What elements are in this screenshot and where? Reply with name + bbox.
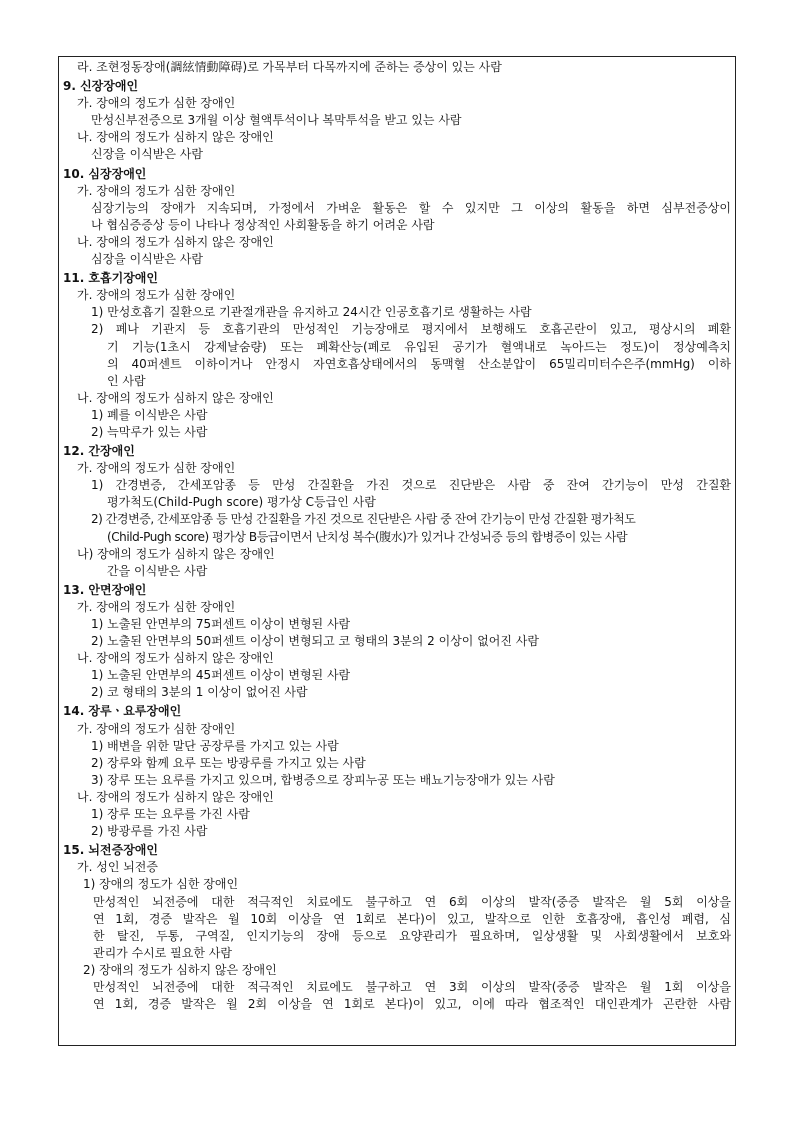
text-line: 신장을 이식받은 사람 <box>91 147 203 162</box>
text-line: 나 협심증증상 등이 나타나 정상적인 사회활동을 하기 어려운 사람 <box>91 217 435 232</box>
section-15-heading: 15. 뇌전증장애인 <box>63 843 158 858</box>
text-line: 만성적인 뇌전증에 대한 적극적인 치료에도 불구하고 연 3회 이상의 발작(중증 발작은 월 1회 이상을 <box>93 979 731 994</box>
text-line: 심장기능의 장애가 지속되며, 가정에서 가벼운 활동은 할 수 있지만 그 이상의 활동을 하면 심부전증상이 <box>91 200 731 215</box>
subheading: 가. 장애의 정도가 심한 장애인 <box>77 599 236 614</box>
list-item: 3) 장루 또는 요루를 가지고 있으며, 합병증으로 장피누공 또는 배뇨기능장애가 있는 사람 <box>91 772 555 787</box>
list-item: 1) 장애의 정도가 심한 장애인 <box>83 877 239 892</box>
subheading: 가. 장애의 정도가 심한 장애인 <box>77 461 236 476</box>
section-9-heading: 9. 신장장애인 <box>63 79 139 94</box>
list-item: 1) 노출된 안면부의 75퍼센트 이상이 변형된 사람 <box>91 617 351 631</box>
text-line: 연 1회, 경증 발작은 월 2회 이상을 연 1회로 본다)이 있고, 이에 따라 협조적인 대인관계가 곤란한 사람 <box>93 997 731 1012</box>
text-line: 만성신부전증으로 3개월 이상 혈액투석이나 복막투석을 받고 있는 사람 <box>91 113 462 128</box>
subheading: 가. 장애의 정도가 심한 장애인 <box>77 721 236 736</box>
section-12-heading: 12. 간장애인 <box>63 444 135 459</box>
subheading: 나. 장애의 정도가 심하지 않은 장애인 <box>77 234 274 249</box>
text-line: 기 기능(1초시 강제날숨량) 또는 폐확산능(폐로 유입된 공기가 혈액내로 녹아드는 정도)이 정상예측치 <box>107 339 731 354</box>
text-line: 의 40퍼센트 이하이거나 안정시 자연호흡상태에서의 동맥혈 산소분압이 65밀리미터수은주(mmHg) 이하 <box>107 356 731 371</box>
subheading: 가. 장애의 정도가 심한 장애인 <box>77 96 236 111</box>
text-line: 만성적인 뇌전증에 대한 적극적인 치료에도 불구하고 연 6회 이상의 발작(중증 발작은 월 5회 이상을 <box>93 894 731 909</box>
text-line: 평가척도(Child-Pugh score) 평가상 C등급인 사람 <box>107 495 376 510</box>
list-item: 2) 노출된 안면부의 50퍼센트 이상이 변형되고 코 형태의 3분의 2 이상이 없어진 사람 <box>91 634 539 649</box>
subheading: 나. 장애의 정도가 심하지 않은 장애인 <box>77 789 274 804</box>
list-item: 2) 방광루를 가진 사람 <box>91 824 208 839</box>
list-item: 2) 간경변증, 간세포암종 등 만성 간질환을 가진 것으로 진단받은 사람 중 잔여 간기능이 만성 간질환 평가척도 <box>91 512 636 527</box>
subheading: 나. 장애의 정도가 심하지 않은 장애인 <box>77 390 274 405</box>
list-item: 2) 장루와 함께 요루 또는 방광루를 가지고 있는 사람 <box>91 755 366 770</box>
list-item: 1) 배변을 위한 말단 공장루를 가지고 있는 사람 <box>91 738 339 753</box>
item-la: 라. 조현정동장애(調絃情動障碍)로 가목부터 다목까지에 준하는 증상이 있는 사람 <box>77 60 502 74</box>
list-item: 2) 코 형태의 3분의 1 이상이 없어진 사람 <box>91 685 308 700</box>
text-line: 인 사람 <box>107 373 146 388</box>
subheading: 나. 장애의 정도가 심하지 않은 장애인 <box>77 130 274 145</box>
section-10-heading: 10. 심장장애인 <box>63 166 147 181</box>
text-line: 심장을 이식받은 사람 <box>91 252 203 267</box>
list-item: 2) 늑막루가 있는 사람 <box>91 424 208 439</box>
text-line: 연 1회, 경증 발작은 월 10회 이상을 연 1회로 본다)이 있고, 발작으로 인한 호흡장애, 흡인성 폐렴, 심 <box>93 911 731 926</box>
subheading: 가. 장애의 정도가 심한 장애인 <box>77 288 236 303</box>
subheading: 가. 장애의 정도가 심한 장애인 <box>77 183 236 198</box>
list-item: 1) 간경변증, 간세포암종 등 만성 간질환을 가진 것으로 진단받은 사람 중 잔여 간기능이 만성 간질환 <box>91 478 731 493</box>
subheading: 나) 장애의 정도가 심하지 않은 장애인 <box>77 546 275 561</box>
list-item: 2) 장애의 정도가 심하지 않은 장애인 <box>83 962 277 977</box>
subheading: 나. 장애의 정도가 심하지 않은 장애인 <box>77 651 274 666</box>
list-item: 1) 노출된 안면부의 45퍼센트 이상이 변형된 사람 <box>91 668 351 683</box>
section-11-heading: 11. 호흡기장애인 <box>63 271 158 286</box>
list-item: 2) 폐나 기관지 등 호흡기관의 만성적인 기능장애로 평지에서 보행해도 호흡곤란이 있고, 평상시의 폐환 <box>91 322 731 337</box>
text-line: 간을 이식받은 사람 <box>107 563 208 578</box>
list-item: 1) 폐를 이식받은 사람 <box>91 407 208 422</box>
section-13-heading: 13. 안면장애인 <box>63 582 147 597</box>
text-line: (Child-Pugh score) 평가상 B등급이면서 난치성 복수(腹水)가 있거나 간성뇌증 등의 합병증이 있는 사람 <box>107 529 628 544</box>
subheading: 가. 성인 뇌전증 <box>77 860 158 875</box>
list-item: 1) 장루 또는 요루를 가진 사람 <box>91 807 250 822</box>
text-line: 관리가 수시로 필요한 사람 <box>93 945 232 960</box>
document-frame <box>58 56 736 1046</box>
section-14-heading: 14. 장루ㆍ요루장애인 <box>63 704 182 719</box>
list-item: 1) 만성호흡기 질환으로 기관절개관을 유지하고 24시간 인공호흡기로 생활하는 사람 <box>91 305 532 320</box>
text-line: 한 탈진, 두통, 구역질, 인지기능의 장애 등으로 요양관리가 필요하며, 일상생활 및 사회생활에서 보호와 <box>93 928 731 943</box>
